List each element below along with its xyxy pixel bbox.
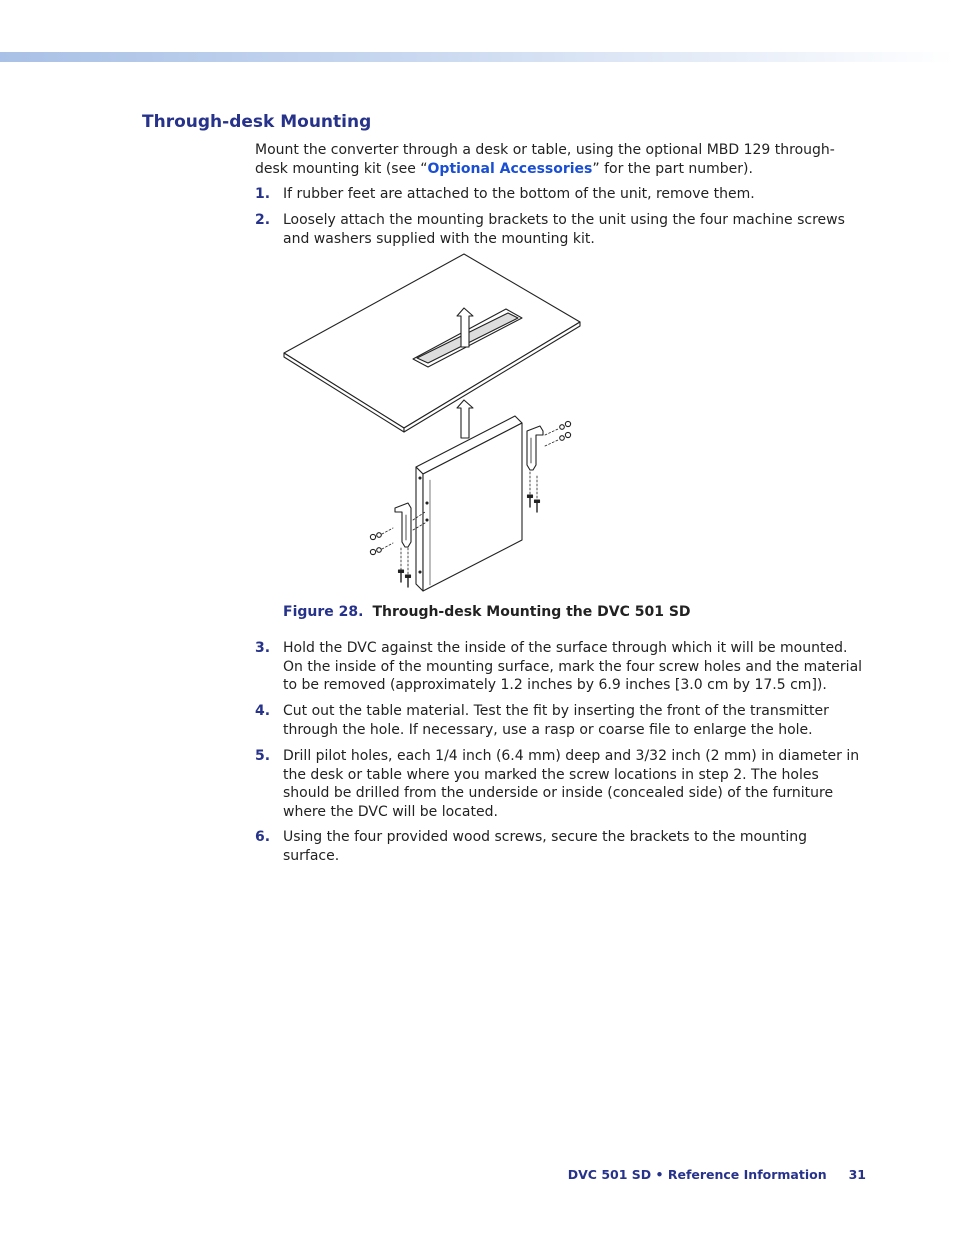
step-number: 4.	[255, 703, 271, 719]
machine-screws-left	[370, 528, 393, 555]
footer-doc-title: DVC 501 SD • Reference Information	[567, 1167, 827, 1182]
step-number: 3.	[255, 640, 271, 656]
intro-text-before: Mount the converter through a desk or table, using the optional MBD 129 through-desk mounting kit (see “	[255, 142, 835, 177]
step-text: Hold the DVC against the inside of the surface through which it will be mounted. On the inside of the mounting surface, mark the four screw holes and the material to be removed (approximately 1.2 inches by 6.9 inches [3.0 cm by 17.5 cm]).	[283, 640, 863, 693]
step-text: Drill pilot holes, each 1/4 inch (6.4 mm) deep and 3/32 inch (2 mm) in diameter in the desk or table where you marked the screw locations in step 2. The holes should be drilled from the underside or inside (concealed side) of the furniture where the DVC will be located.	[283, 748, 860, 820]
step-text: Loosely attach the mounting brackets to the unit using the four machine screws and washers supplied with the mounting kit.	[283, 212, 845, 247]
step-number: 5.	[255, 748, 271, 764]
step-text: Using the four provided wood screws, secure the brackets to the mounting surface.	[283, 829, 807, 864]
step-number: 2.	[255, 212, 271, 228]
page-footer	[568, 1167, 866, 1182]
figure-label: Figure 28.	[283, 604, 364, 620]
step-text: If rubber feet are attached to the bottom of the unit, remove them.	[283, 186, 755, 202]
machine-screws-right	[560, 421, 571, 440]
step-number: 6.	[255, 829, 271, 845]
wood-screws-left	[399, 570, 411, 587]
page-number: 31	[848, 1167, 866, 1182]
step-3	[255, 639, 867, 695]
figure-caption	[283, 604, 691, 620]
step-1	[255, 185, 867, 204]
desk-surface	[284, 254, 580, 432]
step-4	[255, 702, 867, 739]
step-text: Cut out the table material. Test the fit by inserting the front of the transmitter through the hole. If necessary, use a rasp or coarse file to enlarge the hole.	[283, 703, 829, 738]
header-gradient-bar	[0, 52, 954, 62]
intro-text-after: ” for the part number).	[592, 160, 753, 177]
wood-screws-right	[528, 495, 540, 512]
step-5	[255, 747, 867, 821]
step-2	[255, 211, 867, 248]
mounting-bracket-right	[527, 426, 558, 500]
dvc-converter-unit	[416, 416, 522, 591]
step-number: 1.	[255, 186, 271, 202]
section-title: Through-desk Mounting	[142, 112, 372, 132]
through-desk-mounting-diagram	[280, 250, 590, 595]
arrow-up-icon	[457, 400, 473, 438]
figure-caption-text: Through-desk Mounting the DVC 501 SD	[372, 604, 691, 620]
intro-paragraph	[255, 141, 867, 178]
optional-accessories-link[interactable]: Optional Accessories	[427, 160, 593, 177]
step-6	[255, 828, 867, 865]
